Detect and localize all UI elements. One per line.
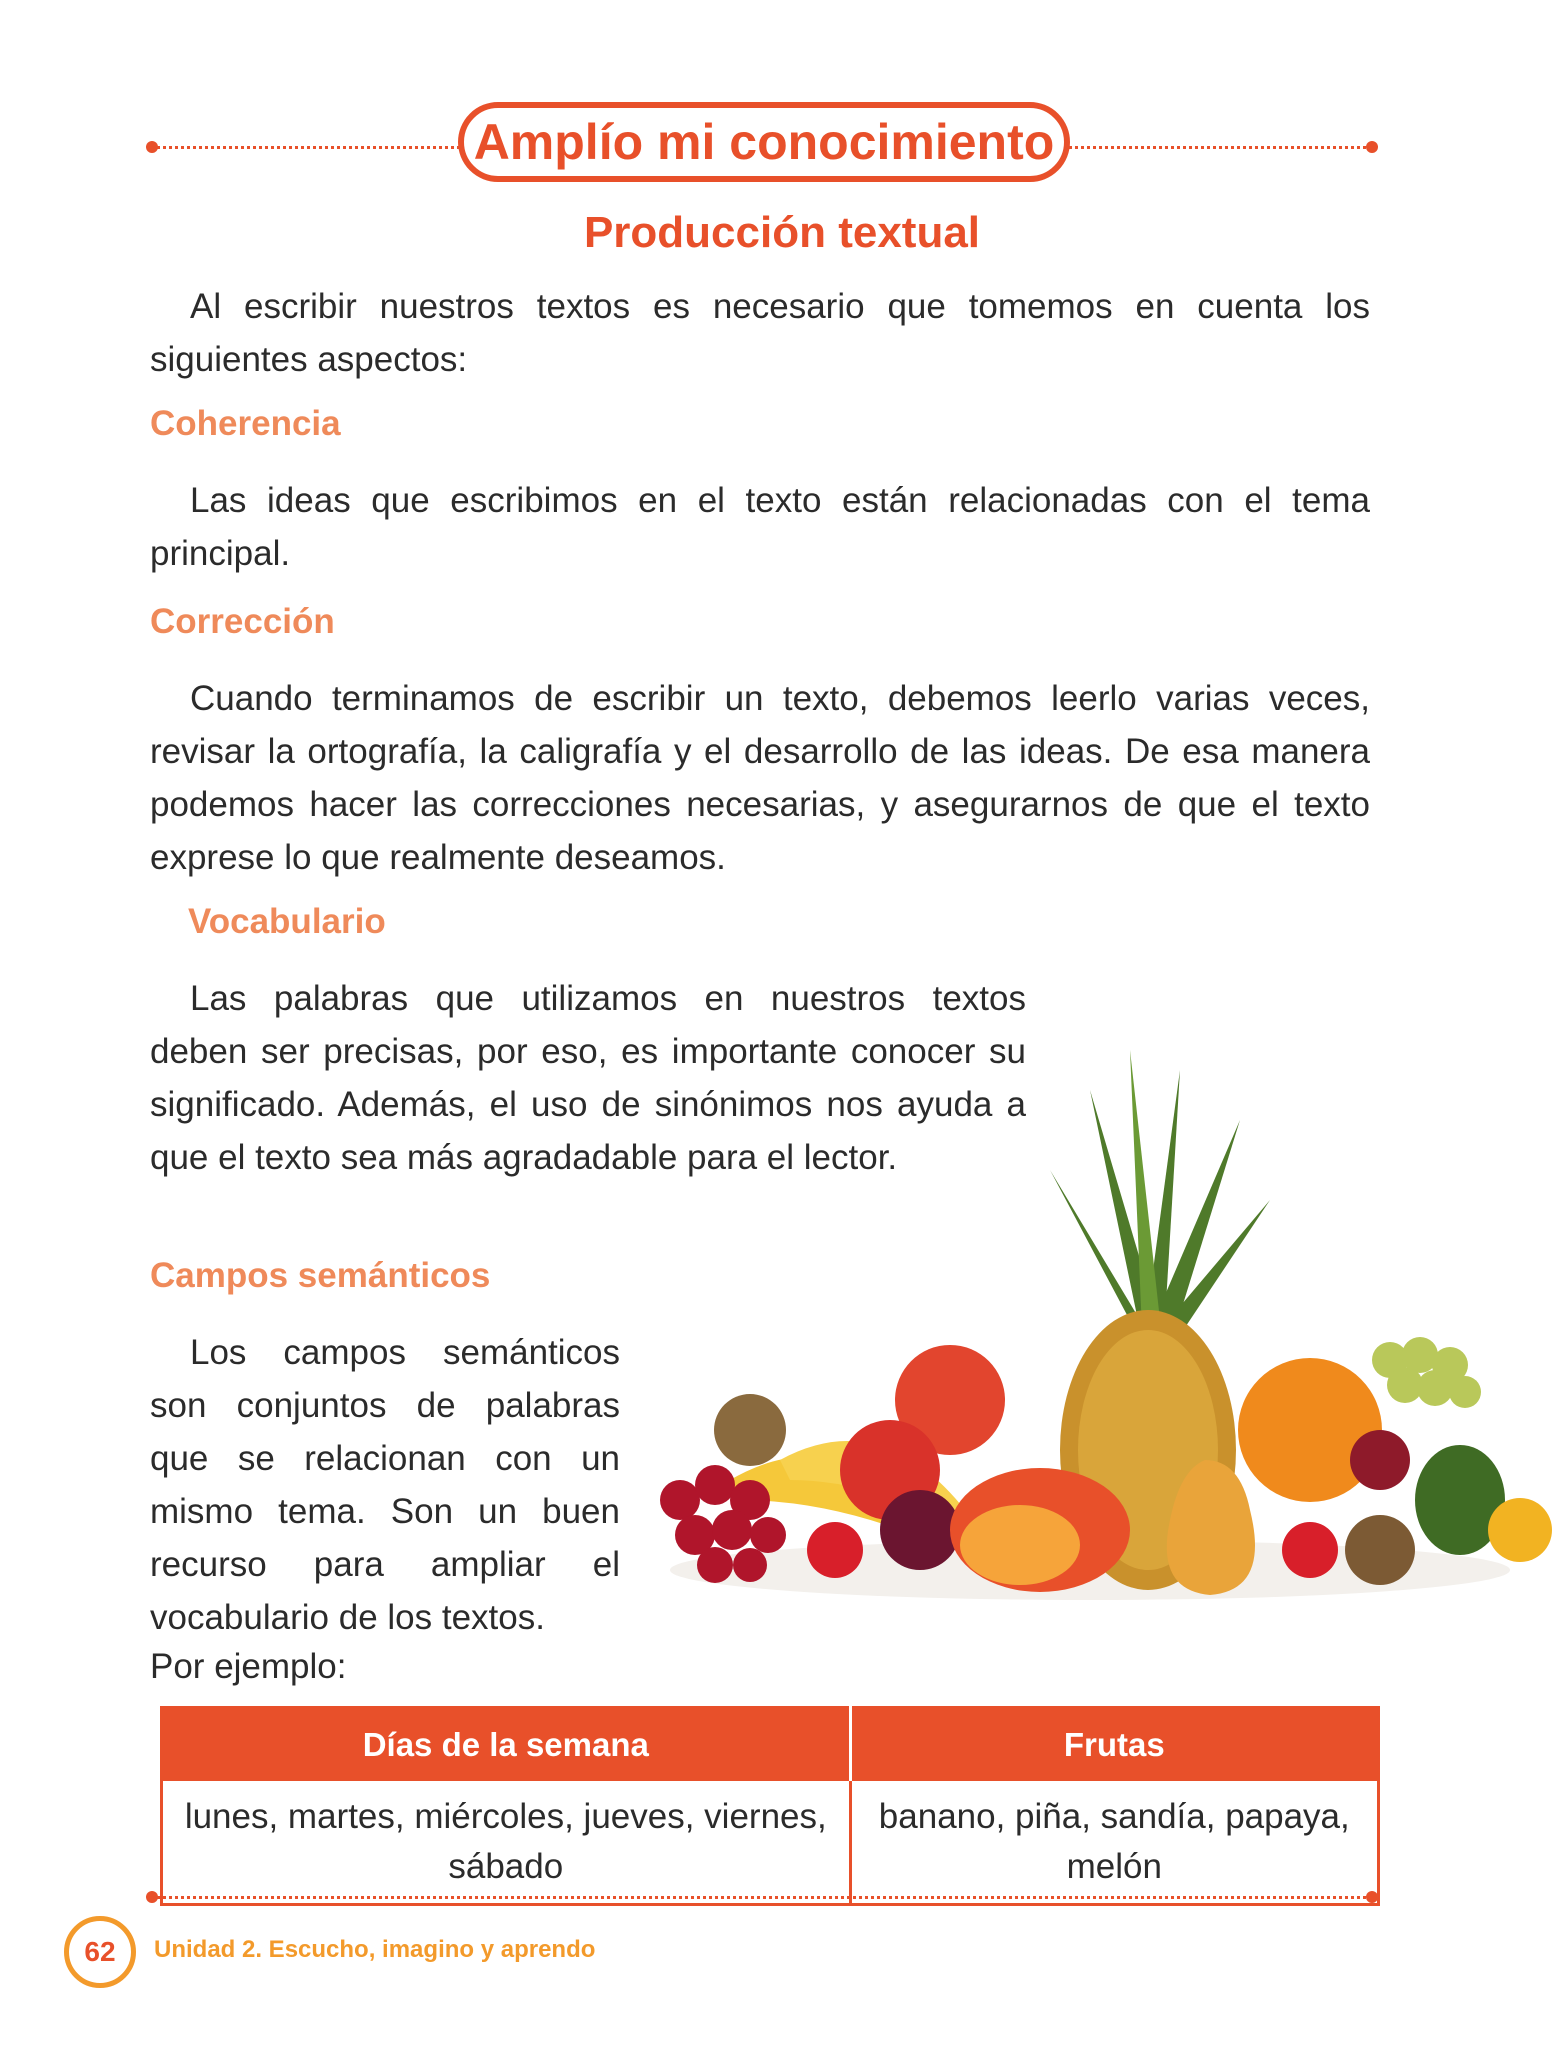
page-number-text: 62 bbox=[84, 1936, 116, 1967]
top-rule-right-dot bbox=[1366, 141, 1378, 153]
strawberry-right bbox=[1282, 1522, 1338, 1578]
bottom-rule-right-dot bbox=[1366, 1891, 1378, 1903]
cherry bbox=[1350, 1430, 1410, 1490]
section-banner bbox=[458, 102, 1070, 182]
heading-coherencia: Coherencia bbox=[150, 404, 341, 443]
strawberry-left bbox=[807, 1522, 863, 1578]
intro-paragraph: Al escribir nuestros textos es necesario que tomemos en cuenta los siguientes aspectos: bbox=[150, 287, 1370, 379]
paragraph-correccion: Cuando terminamos de escribir un texto, debemos leerlo varias veces, revisar la ortografía, la caligrafía y el desarrollo de las ideas. De esa manera podemos hacer las correcciones necesarias, y asegurarnos de que el texto exprese lo que realmente deseamos. bbox=[150, 679, 1370, 877]
paragraph-coherencia: Las ideas que escribimos en el texto están relacionadas con el tema principal. bbox=[150, 481, 1370, 573]
table-header-cell: Días de la semana bbox=[162, 1708, 851, 1782]
banner-title: Amplío mi conocimiento bbox=[473, 114, 1055, 170]
bottom-rule-left-dot bbox=[146, 1891, 158, 1903]
page-subtitle: Producción textual bbox=[583, 208, 981, 257]
green-grapes bbox=[1372, 1337, 1481, 1408]
kiwi-right bbox=[1345, 1515, 1415, 1585]
top-rule-left-dot bbox=[146, 141, 158, 153]
table-row bbox=[162, 1781, 1379, 1905]
kiwi-left bbox=[714, 1394, 786, 1466]
page-number bbox=[64, 1916, 136, 1988]
lemon bbox=[1488, 1498, 1552, 1562]
pineapple-leaves bbox=[1050, 1050, 1270, 1335]
table-cell: banano, piña, sandía, papaya, melón bbox=[878, 1797, 1350, 1886]
heading-correccion: Corrección bbox=[150, 602, 335, 641]
table-header-row bbox=[162, 1708, 1379, 1782]
mango-highlight bbox=[960, 1505, 1080, 1585]
example-intro: Por ejemplo: bbox=[150, 1647, 347, 1686]
plum bbox=[880, 1490, 960, 1570]
paragraph-vocabulario: Las palabras que utilizamos en nuestros textos deben ser precisas, por eso, es importante conocer su significado. Además, el uso de sinónimos nos ayuda a que el texto sea más agradadable para el lector. bbox=[150, 979, 1026, 1177]
table-header-cell: Frutas bbox=[850, 1708, 1378, 1782]
heading-campos-semanticos: Campos semánticos bbox=[150, 1256, 491, 1295]
heading-vocabulario: Vocabulario bbox=[188, 902, 386, 941]
table-cell: lunes, martes, miércoles, jueves, viernes, sábado bbox=[162, 1781, 851, 1905]
unit-label: Unidad 2. Escucho, imagino y aprendo bbox=[154, 1936, 596, 1963]
paragraph-campos-semanticos: Los campos semánticos son conjuntos de palabras que se relacionan con un mismo tema. Son un buen recurso para ampliar el vocabulario de los textos. bbox=[150, 1333, 620, 1637]
fruit-pile-illustration bbox=[620, 1030, 1560, 1610]
semantic-fields-table bbox=[160, 1706, 1380, 1906]
bottom-dotted-rule bbox=[152, 1896, 1372, 1899]
